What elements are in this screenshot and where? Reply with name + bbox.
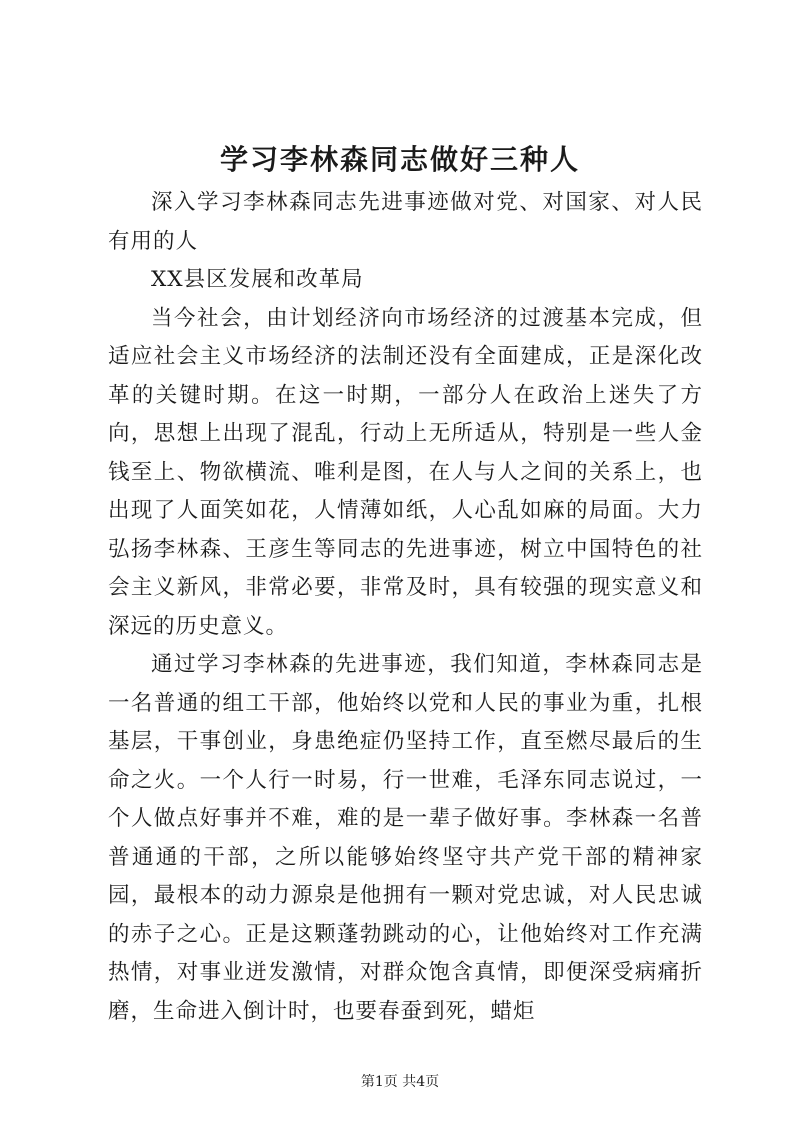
document-title: 学习李林森同志做好三种人 [219,143,580,176]
document-body [108,184,703,1031]
author-organization: XX县区发展和改革局 [151,267,364,292]
page-number-footer: 第1页 共4页 [360,1074,440,1090]
body-paragraph: 当今社会，由计划经济向市场经济的过渡基本完成，但适应社会主义市场经济的法制还没有全面建成，正是深化改革的关键时期。在这一时期，一部分人在政治上迷失了方向，思想上出现了混乱，行动上无所适从，特别是一些人金钱至上、物欲横流、唯利是图，在人与人之间的关系上，也出现了人面笑如花，人情薄如纸，人心乱如麻的局面。大力弘扬李林森、王彦生等同志的先进事迹，树立中国特色的社会主义新风，非常必要，非常及时，具有较强的现实意义和深远的历史意义。 [108,305,703,639]
body-paragraph: 通过学习李林森的先进事迹，我们知道，李林森同志是一名普通的组工干部，他始终以党和人民的事业为重，扎根基层，干事创业，身患绝症仍坚持工作，直至燃尽最后的生命之火。一个人行一时易，行一世难，毛泽东同志说过，一个人做点好事并不难，难的是一辈子做好事。李林森一名普普通通的干部，之所以能够始终坚守共产党干部的精神家园，最根本的动力源泉是他拥有一颗对党忠诚，对人民忠诚的赤子之心。正是这颗蓬勃跳动的心，让他始终对工作充满热情，对事业迸发激情，对群众饱含真情，即便深受病痛折磨，生命进入倒计时，也要春蚕到死，蜡炬 [108,652,703,1024]
subtitle-paragraph: 深入学习李林森同志先进事迹做对党、对国家、对人民有用的人 [108,190,703,254]
